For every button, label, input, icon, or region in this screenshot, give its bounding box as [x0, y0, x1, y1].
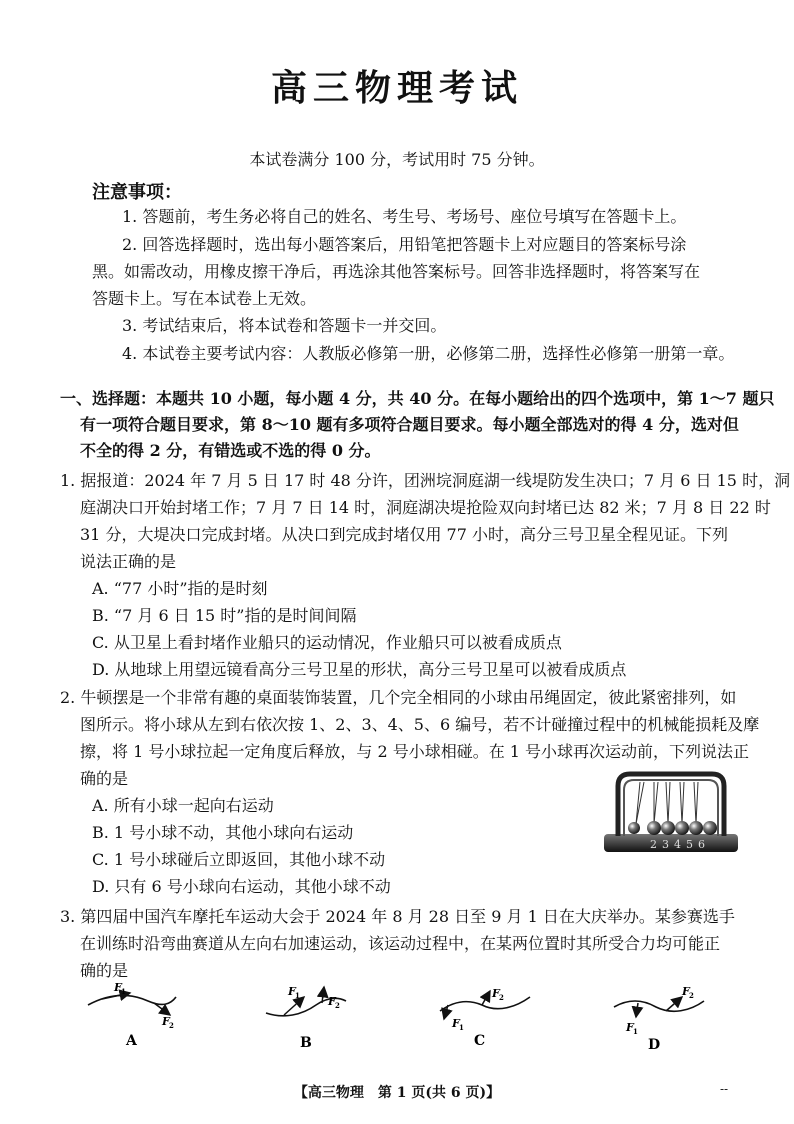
note-2-cont2: 答题卡上。写在本试卷上无效。 [92, 289, 317, 308]
q3-d-f2-sub: 2 [689, 991, 694, 1000]
q3-stem-3: 确的是 [80, 961, 129, 980]
q2-option-c: C. 1 号小球碰后立即返回，其他小球不动 [92, 850, 386, 869]
q3-diagram-a [88, 981, 176, 1049]
note-3: 3. 考试结束后，将本试卷和答题卡一并交回。 [122, 316, 447, 335]
note-4: 4. 本试卷主要考试内容：人教版必修第一册，必修第二册，选择性必修第一册第一章。 [122, 344, 735, 363]
note-1: 1. 答题前，考生务必将自己的姓名、考生号、考场号、座位号填写在答题卡上。 [122, 207, 687, 226]
q3-label-b: B [300, 1035, 312, 1051]
cradle-strings [636, 782, 698, 824]
q1-stem-3: 31 分，大堤决口完成封堵。从决口到完成封堵仅用 77 小时，高分三号卫星全程见证。下列 [80, 525, 728, 544]
notes-heading: 注意事项： [92, 182, 182, 203]
q3-d-f1-sub: 1 [633, 1027, 638, 1036]
q3-a-f1-sub: 1 [121, 987, 126, 996]
q3-a-track [88, 995, 176, 1005]
q2-stem-3: 擦，将 1 号小球拉起一定角度后释放，与 2 号小球相碰。在 1 号小球再次运动前，下列说法正 [80, 742, 750, 761]
q3-force-diagrams [70, 975, 750, 1055]
q3-diagram-b [266, 985, 346, 1051]
q3-b-f2-sub: 2 [335, 1001, 340, 1010]
page-footer: 【高三物理 第 1 页(共 6 页)】 [293, 1085, 501, 1101]
q3-c-f2-label: F [492, 987, 500, 1000]
q3-a-f1-label: F [114, 981, 122, 994]
q3-b-f2-label: F [328, 995, 336, 1008]
section-1-line-3: 不全的得 2 分，有错选或不选的得 0 分。 [80, 441, 381, 460]
q3-c-force-2 [482, 991, 490, 1005]
q3-d-f2-label: F [682, 985, 690, 998]
section-1-line-2: 有一项符合题目要求，第 8～10 题有多项符合题目要求。每小题全部选对的得 4 分，选对但 [80, 415, 739, 434]
q3-a-f2-sub: 2 [169, 1021, 174, 1030]
q2-stem-1: 2. 牛顿摆是一个非常有趣的桌面装饰装置，几个完全相同的小球由吊绳固定，彼此紧密排列，如 [60, 688, 737, 707]
q1-option-c: C. 从卫星上看封堵作业船只的运动情况，作业船只可以被看成质点 [92, 633, 562, 652]
q3-label-d: D [648, 1037, 661, 1053]
exam-info: 本试卷满分 100 分，考试用时 75 分钟。 [249, 150, 545, 169]
q1-stem-2: 庭湖决口开始封堵工作；7 月 7 日 14 时，洞庭湖决堤抢险双向封堵已达 82 米；7 月 8 日 22 时 [80, 498, 771, 517]
q3-stem-1: 3. 第四届中国汽车摩托车运动大会于 2024 年 8 月 28 日至 9 月 1 日在大庆举办。某参赛选手 [60, 907, 735, 926]
newtons-cradle-figure [600, 770, 742, 856]
q3-a-f2-label: F [162, 1015, 170, 1028]
q1-stem-4: 说法正确的是 [80, 552, 177, 571]
q1-option-b: B. “7 月 6 日 15 时”指的是时间间隔 [92, 606, 357, 625]
q3-label-a: A [126, 1033, 137, 1049]
cradle-ball-numbers: 23456 [650, 838, 710, 851]
page-title: 高三物理考试 [270, 68, 523, 109]
q3-diagram-d [614, 985, 704, 1053]
cradle-ball-4 [675, 821, 689, 835]
q2-stem-4: 确的是 [80, 769, 129, 788]
q2-option-b: B. 1 号小球不动，其他小球向右运动 [92, 823, 354, 842]
q3-c-f1-sub: 1 [459, 1023, 464, 1032]
note-2: 2. 回答选择题时，选出每小题答案后，用铅笔把答题卡上对应题目的答案标号涂 [122, 235, 687, 254]
q3-d-f1-label: F [626, 1021, 634, 1034]
q3-c-f1-label: F [452, 1017, 460, 1030]
q2-stem-2: 图所示。将小球从左到右依次按 1、2、3、4、5、6 编号，若不计碰撞过程中的机械能损耗及摩 [80, 715, 760, 734]
q3-b-f1-sub: 1 [295, 991, 300, 1000]
cradle-ball-1 [628, 822, 640, 834]
cradle-ball-2 [647, 821, 661, 835]
q2-option-d: D. 只有 6 号小球向右运动，其他小球不动 [92, 877, 391, 896]
q1-stem-1: 1. 据报道：2024 年 7 月 5 日 17 时 48 分许，团洲垸洞庭湖一线堤防发生决口；7 月 6 日 15 时，洞 [60, 471, 791, 490]
q3-diagram-c [440, 987, 530, 1049]
footer-mark: -- [720, 1082, 729, 1096]
q3-d-force-1 [636, 1003, 638, 1017]
cradle-ball-5 [689, 821, 703, 835]
q1-option-d: D. 从地球上用望远镜看高分三号卫星的形状，高分三号卫星可以被看成质点 [92, 660, 627, 679]
cradle-ball-6 [703, 821, 717, 835]
q2-option-a: A. 所有小球一起向右运动 [92, 796, 274, 815]
note-2-cont: 黑。如需改动，用橡皮擦干净后，再选涂其他答案标号。回答非选择题时，将答案写在 [92, 262, 701, 281]
q3-label-c: C [474, 1033, 486, 1049]
q3-c-f2-sub: 2 [499, 993, 504, 1002]
q3-b-f1-label: F [288, 985, 296, 998]
q3-stem-2: 在训练时沿弯曲赛道从左向右加速运动，该运动过程中，在某两位置时其所受合力均可能正 [80, 934, 721, 953]
section-1-line-1: 一、选择题：本题共 10 小题，每小题 4 分，共 40 分。在每小题给出的四个选项中，第 1～7 题只 [60, 389, 775, 408]
q1-option-a: A. “77 小时”指的是时刻 [92, 579, 268, 598]
q3-d-force-2 [666, 997, 682, 1011]
cradle-ball-3 [661, 821, 675, 835]
q3-d-track [614, 1001, 704, 1011]
